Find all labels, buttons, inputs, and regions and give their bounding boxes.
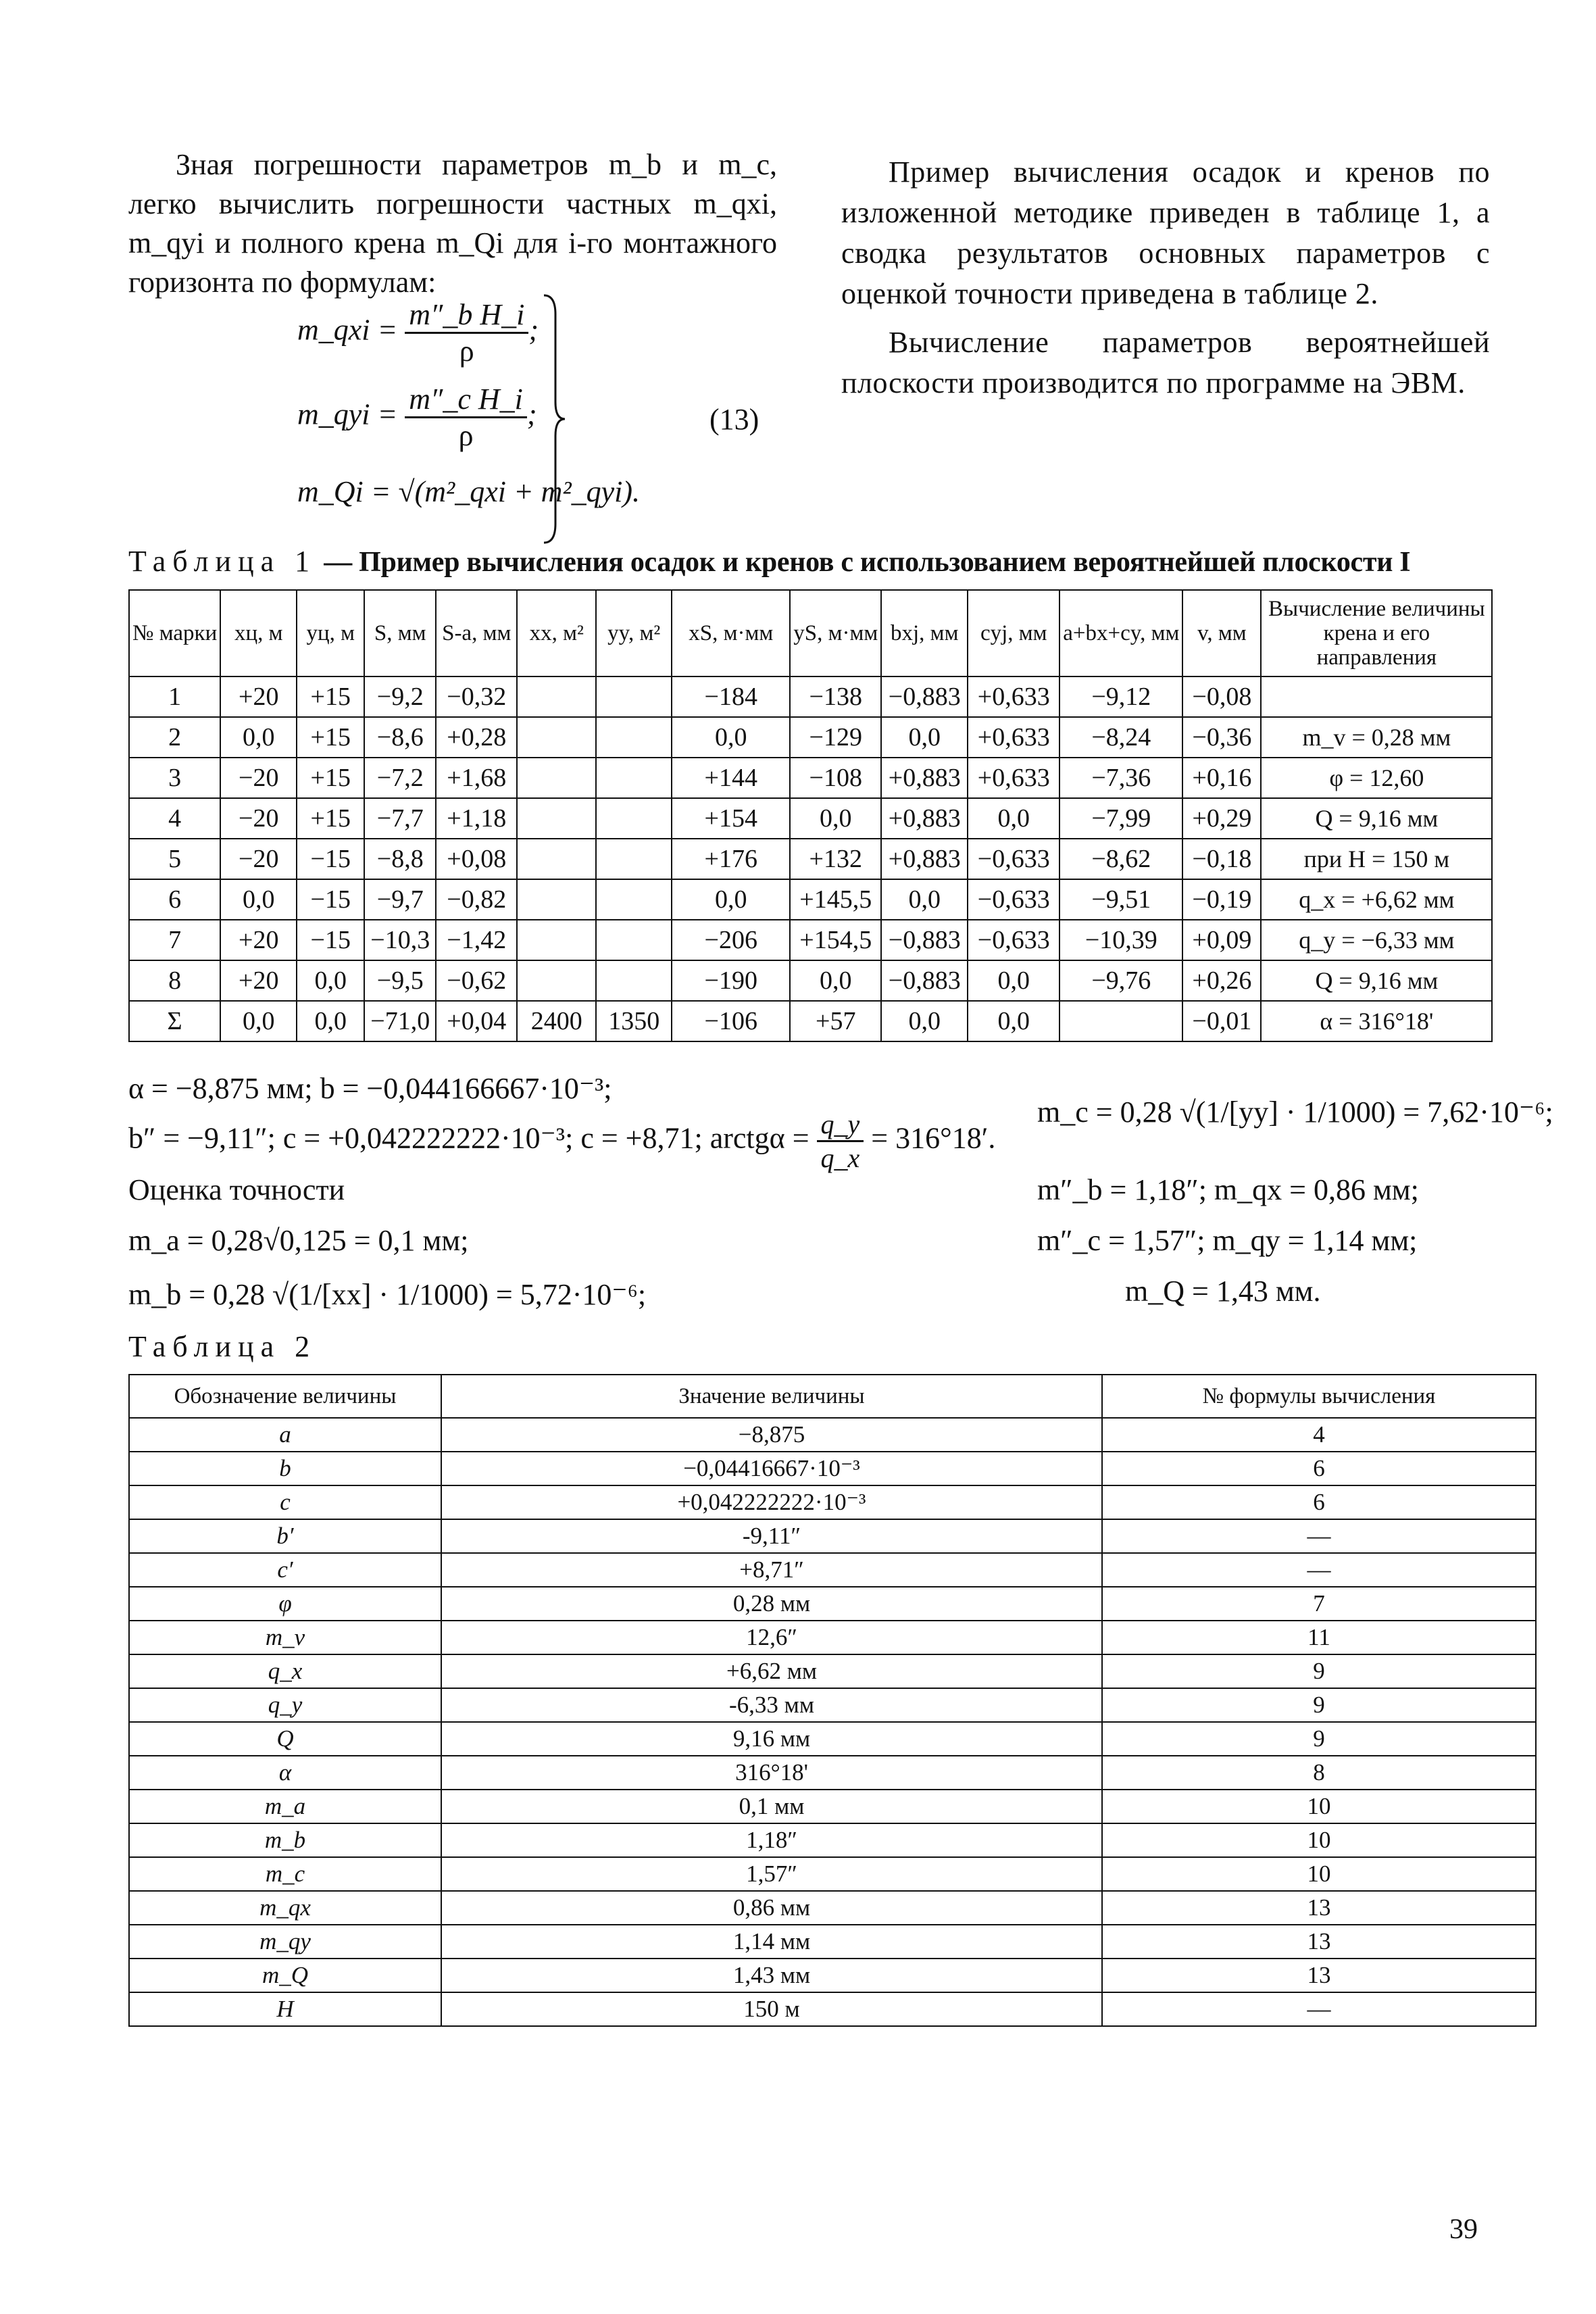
table1-header: Вычисление величины крена и его направления [1261,590,1492,676]
table1-cell: +0,883 [881,758,968,798]
table1-cell: −184 [672,676,790,717]
table2-symbol-cell: m_qy [129,1925,441,1959]
table1-cell [1059,1001,1182,1041]
table1-cell [596,717,672,758]
table1-note-cell: Q = 9,16 мм [1261,960,1492,1001]
table2-row [129,1857,1536,1891]
table1-cell: −9,5 [364,960,436,1001]
table2-symbol-cell: H [129,1992,441,2026]
table1-cell: 0,0 [220,1001,297,1041]
table1-cell: 0,0 [968,798,1059,839]
table1-cell: +0,29 [1182,798,1261,839]
table1-cell: +57 [790,1001,881,1041]
table2-symbol-cell: c′ [129,1553,441,1587]
table1-cell: −0,19 [1182,879,1261,920]
table1-row [129,960,1492,1001]
table2-value-cell: +8,71″ [441,1553,1102,1587]
table1-cell [517,798,596,839]
table1-note-cell: при H = 150 м [1261,839,1492,879]
table1-cell: −1,42 [436,920,517,960]
table1-note-cell: q_x = +6,62 мм [1261,879,1492,920]
table2-row [129,1823,1536,1857]
table1-cell: −7,7 [364,798,436,839]
right-paragraph-1: Пример вычисления осадок и кренов по изложенной методике приведен в таблице 1, а сводка результатов основных параметров с оценкой точности приведена в таблице 2. [841,155,1490,310]
table1-cell: −0,633 [968,839,1059,879]
table1-cell: −0,883 [881,960,968,1001]
table1-cell [517,920,596,960]
table1-header: yS, м·мм [790,590,881,676]
table1-header: xц, м [220,590,297,676]
table1-cell [596,798,672,839]
table1-cell: −10,39 [1059,920,1182,960]
table1-cell [517,676,596,717]
table1-cell: 1350 [596,1001,672,1041]
table1-header: bxj, мм [881,590,968,676]
table1-cell: 0,0 [968,1001,1059,1041]
table2-formula-cell: — [1102,1519,1536,1553]
table1-note-cell: φ = 12,60 [1261,758,1492,798]
table1-cell [596,960,672,1001]
table1-row [129,758,1492,798]
table2-row [129,1553,1536,1587]
table1-cell: −20 [220,798,297,839]
equation-number: (13) [709,403,759,436]
table1-cell: +0,08 [436,839,517,879]
formula-line2-denominator: ρ [458,419,474,452]
formula-line1-lhs: m_qxi = [297,313,398,347]
table1-header: v, мм [1182,590,1261,676]
table2-formula-cell: 7 [1102,1587,1536,1621]
table1-cell: +154 [672,798,790,839]
left-paragraph-text: Зная погрешности параметров m_b и m_c, легко вычислить погрешности частных m_qxi, m_qyi и полного крена m_Qi для i-го монтажного горизонта по формулам: [128,148,777,299]
table1-header: cyj, мм [968,590,1059,676]
table1-cell: +0,883 [881,839,968,879]
table2-row [129,1756,1536,1790]
table2-row [129,1688,1536,1722]
table2-header: № формулы вычисления [1102,1375,1536,1418]
formula-13: m_qxi = $\frac{\text{m″\_b H\_i}}{\rho}$ ; m_qyi = $\frac{\text{m″\_c H\_i}}{\rho}$ ; m_Qi = √(m²_qxi + m²_qyi). [297,298,641,508]
formula-line1-denominator: ρ [459,335,474,368]
table2-row [129,1790,1536,1823]
table1-cell: 0,0 [881,879,968,920]
table1-cell: 0,0 [220,879,297,920]
table2-value-cell: 9,16 мм [441,1722,1102,1756]
table1-cell: −8,24 [1059,717,1182,758]
table2-symbol-cell: b′ [129,1519,441,1553]
table2-symbol-cell: m_v [129,1621,441,1654]
table1-cell: −0,32 [436,676,517,717]
table1-row [129,879,1492,920]
table1-header: a+bx+cy, мм [1059,590,1182,676]
table2-formula-cell: 11 [1102,1621,1536,1654]
table2-value-cell: 1,57″ [441,1857,1102,1891]
table1-cell: 0,0 [297,1001,364,1041]
table2-header: Обозначение величины [129,1375,441,1418]
table2-formula-cell: 10 [1102,1790,1536,1823]
table2-symbol-cell: a [129,1418,441,1452]
table2-value-cell: 1,18″ [441,1823,1102,1857]
table1-cell: +176 [672,839,790,879]
table2-formula-cell: 10 [1102,1823,1536,1857]
table2-value-cell: -9,11″ [441,1519,1102,1553]
table2-symbol-cell: m_c [129,1857,441,1891]
table1-cell: +15 [297,798,364,839]
formula-line2-lhs: m_qyi = [297,397,398,431]
table2-value-cell: 1,14 мм [441,1925,1102,1959]
table2-symbol-cell: q_x [129,1654,441,1688]
table2-row [129,1722,1536,1756]
table1-cell: 0,0 [672,879,790,920]
table2-caption: Таблица 2 [128,1330,317,1363]
formula-line1-numerator: m″_b H_i [405,297,528,334]
table1-body [129,676,1492,1041]
table1-row [129,717,1492,758]
table1-cell: −0,08 [1182,676,1261,717]
table1-cell: +132 [790,839,881,879]
table1-cell: 2 [129,717,220,758]
table1-cell: 3 [129,758,220,798]
table1-cell: −190 [672,960,790,1001]
table1-cell: +0,16 [1182,758,1261,798]
table1-cell: +0,633 [968,758,1059,798]
table1-cell: −9,51 [1059,879,1182,920]
table1-cell [517,758,596,798]
table2-value-cell: -6,33 мм [441,1688,1102,1722]
table2-symbol-cell: m_qx [129,1891,441,1925]
table1-note-cell [1261,676,1492,717]
table1-cell: +0,883 [881,798,968,839]
table2-formula-cell: 9 [1102,1722,1536,1756]
table1-cell [596,839,672,879]
table1-cell: −9,7 [364,879,436,920]
table2-row [129,1621,1536,1654]
table2-formula-cell: 10 [1102,1857,1536,1891]
table2-value-cell: −0,04416667·10⁻³ [441,1452,1102,1485]
table1-cell: −71,0 [364,1001,436,1041]
table1-cell: +15 [297,676,364,717]
table1-cell: −20 [220,758,297,798]
table1-cell: −9,2 [364,676,436,717]
table1-cell [517,717,596,758]
table1-header: S-a, мм [436,590,517,676]
table2-value-cell: 0,1 мм [441,1790,1102,1823]
page-number: 39 [1449,2214,1478,2245]
table2-symbol-cell: Q [129,1722,441,1756]
table2-row [129,1654,1536,1688]
table1-note-cell: m_v = 0,28 мм [1261,717,1492,758]
calc-mc: m_c = 0,28 √(1/[yy] · 1/1000) = 7,62·10⁻⁶; [1037,1096,1553,1129]
table1-cell: −15 [297,839,364,879]
table1-cell: −108 [790,758,881,798]
table1-cell: −206 [672,920,790,960]
table2-value-cell: 12,6″ [441,1621,1102,1654]
table1-cell: +0,633 [968,717,1059,758]
calc-frac-den: q_x [820,1143,860,1173]
table1-cell: −0,62 [436,960,517,1001]
formula-line2-numerator: m″_c H_i [405,382,527,418]
table2-value-cell: −8,875 [441,1418,1102,1452]
table1-cell: −0,633 [968,920,1059,960]
table1-cell: +15 [297,717,364,758]
calc-line-b-pre: b″ = −9,11″; c = +0,042222222·10⁻³; c = +8,71; arctgα = [128,1121,809,1155]
table2-value-cell: 1,43 мм [441,1959,1102,1992]
table1-note-cell: α = 316°18' [1261,1001,1492,1041]
table1-cell: −8,62 [1059,839,1182,879]
table2-body [129,1418,1536,2026]
table1-row [129,676,1492,717]
table2-row [129,1587,1536,1621]
table2-value-cell: 316°18' [441,1756,1102,1790]
table2-symbol-cell: α [129,1756,441,1790]
table1-cell: −15 [297,879,364,920]
table1-cell: Σ [129,1001,220,1041]
table1-cell: 0,0 [790,960,881,1001]
table2-row [129,1891,1536,1925]
table1-cell: 5 [129,839,220,879]
table1-note-cell: Q = 9,16 мм [1261,798,1492,839]
curly-brace-icon [541,294,568,544]
table1-cell: 0,0 [672,717,790,758]
table2-row [129,1992,1536,2026]
table2-row [129,1485,1536,1519]
table1-cell [596,920,672,960]
table1-cell: −7,99 [1059,798,1182,839]
table2-symbol-cell: q_y [129,1688,441,1722]
table1-header: № марки [129,590,220,676]
table2-value-cell: +6,62 мм [441,1654,1102,1688]
table1-cell: −8,6 [364,717,436,758]
table1 [128,589,1493,1042]
table1-cell: −9,12 [1059,676,1182,717]
table1-cell: −0,883 [881,676,968,717]
table1-cell: +1,68 [436,758,517,798]
table1-cell [596,879,672,920]
table2-row [129,1519,1536,1553]
table1-header: yц, м [297,590,364,676]
table2-symbol-cell: φ [129,1587,441,1621]
table1-cell: 0,0 [881,717,968,758]
calc-mc-sec: m″_c = 1,57″; m_qy = 1,14 мм; [1037,1224,1418,1257]
calc-mb: m_b = 0,28 √(1/[xx] · 1/1000) = 5,72·10⁻⁶; [128,1278,647,1311]
table1-cell: 2400 [517,1001,596,1041]
calc-line-b-post: = 316°18′. [871,1121,996,1155]
calc-ma: m_a = 0,28√0,125 = 0,1 мм; [128,1224,469,1257]
table1-cell: −129 [790,717,881,758]
table1-cell: 8 [129,960,220,1001]
table1-cell: −0,18 [1182,839,1261,879]
table1-cell: +0,633 [968,676,1059,717]
table1-header: S, мм [364,590,436,676]
table2-formula-cell: 4 [1102,1418,1536,1452]
table1-cell: −0,883 [881,920,968,960]
table2-symbol-cell: m_Q [129,1959,441,1992]
table1-cell: +20 [220,920,297,960]
table2-value-cell: 0,86 мм [441,1891,1102,1925]
table1-cell [517,960,596,1001]
table1-cell: 6 [129,879,220,920]
table1-row [129,839,1492,879]
table1-cell: −0,36 [1182,717,1261,758]
calc-mq: m_Q = 1,43 мм. [1125,1275,1321,1308]
table1-cell [517,839,596,879]
table2-row [129,1418,1536,1452]
table1-cell: +0,04 [436,1001,517,1041]
table1-cell: +15 [297,758,364,798]
table2-formula-cell: 13 [1102,1925,1536,1959]
accuracy-title: Оценка точности [128,1173,345,1206]
table2-formula-cell: 8 [1102,1756,1536,1790]
table2-value-cell: 150 м [441,1992,1102,2026]
table2 [128,1374,1537,2027]
table1-cell: −8,8 [364,839,436,879]
table1-label: Таблица 1 [128,545,317,578]
table1-row [129,1001,1492,1041]
table1-row [129,920,1492,960]
table1-title: — Пример вычисления осадок и кренов с использованием вероятнейшей плоскости I [324,547,1411,578]
table1-cell: 0,0 [790,798,881,839]
table1-caption [128,544,1410,578]
table1-cell: −10,3 [364,920,436,960]
table1-cell: 7 [129,920,220,960]
calc-line-a: α = −8,875 мм; b = −0,044166667·10⁻³; [128,1072,612,1105]
table1-cell [596,676,672,717]
table1-cell: 0,0 [297,960,364,1001]
table1-header: xx, м² [517,590,596,676]
formula-line3: m_Qi = √(m²_qxi + m²_qyi). [297,475,641,508]
table1-cell: −0,633 [968,879,1059,920]
table1-cell: −20 [220,839,297,879]
table2-formula-cell: 13 [1102,1959,1536,1992]
table2-header: Значение величины [441,1375,1102,1418]
table1-cell: −106 [672,1001,790,1041]
calc-mb-sec: m″_b = 1,18″; m_qx = 0,86 мм; [1037,1173,1419,1206]
table1-cell: +0,09 [1182,920,1261,960]
table1-cell: −9,76 [1059,960,1182,1001]
table2-formula-cell: 13 [1102,1891,1536,1925]
table1-cell: +154,5 [790,920,881,960]
table2-symbol-cell: m_a [129,1790,441,1823]
table1-cell: +20 [220,676,297,717]
table2-formula-cell: 9 [1102,1654,1536,1688]
table2-value-cell: 0,28 мм [441,1587,1102,1621]
table1-cell: 0,0 [220,717,297,758]
table1-cell: −7,36 [1059,758,1182,798]
table1-header-row [129,590,1492,676]
table1-cell [517,879,596,920]
table2-formula-cell: 6 [1102,1485,1536,1519]
left-paragraph [128,145,777,302]
table2-formula-cell: — [1102,1992,1536,2026]
table2-symbol-cell: m_b [129,1823,441,1857]
table2-row [129,1925,1536,1959]
table1-cell: +20 [220,960,297,1001]
table2-formula-cell: 6 [1102,1452,1536,1485]
table1-cell: −138 [790,676,881,717]
table2-header-row [129,1375,1536,1418]
right-paragraph-2: Вычисление параметров вероятнейшей плоскости производится по программе на ЭВМ. [841,326,1490,399]
table1-cell: 4 [129,798,220,839]
table1-cell: +0,26 [1182,960,1261,1001]
table1-cell [596,758,672,798]
table1-cell: +0,28 [436,717,517,758]
table2-row [129,1959,1536,1992]
table1-cell: −15 [297,920,364,960]
table1-cell: 0,0 [968,960,1059,1001]
table1-row [129,798,1492,839]
table2-formula-cell: 9 [1102,1688,1536,1722]
table1-cell: +145,5 [790,879,881,920]
table2-row [129,1452,1536,1485]
table1-cell: 0,0 [881,1001,968,1041]
table2-symbol-cell: b [129,1452,441,1485]
table2-formula-cell: — [1102,1553,1536,1587]
table1-header: xS, м·мм [672,590,790,676]
table2-symbol-cell: c [129,1485,441,1519]
table1-cell: +1,18 [436,798,517,839]
table1-cell: −0,82 [436,879,517,920]
calc-line-b [128,1108,995,1174]
table1-cell: −0,01 [1182,1001,1261,1041]
table1-note-cell: q_y = −6,33 мм [1261,920,1492,960]
table1-cell: +144 [672,758,790,798]
table1-header: yy, м² [596,590,672,676]
table2-value-cell: +0,042222222·10⁻³ [441,1485,1102,1519]
right-paragraphs [841,152,1490,412]
calc-frac-num: q_y [817,1108,864,1142]
table1-cell: 1 [129,676,220,717]
table1-cell: −7,2 [364,758,436,798]
